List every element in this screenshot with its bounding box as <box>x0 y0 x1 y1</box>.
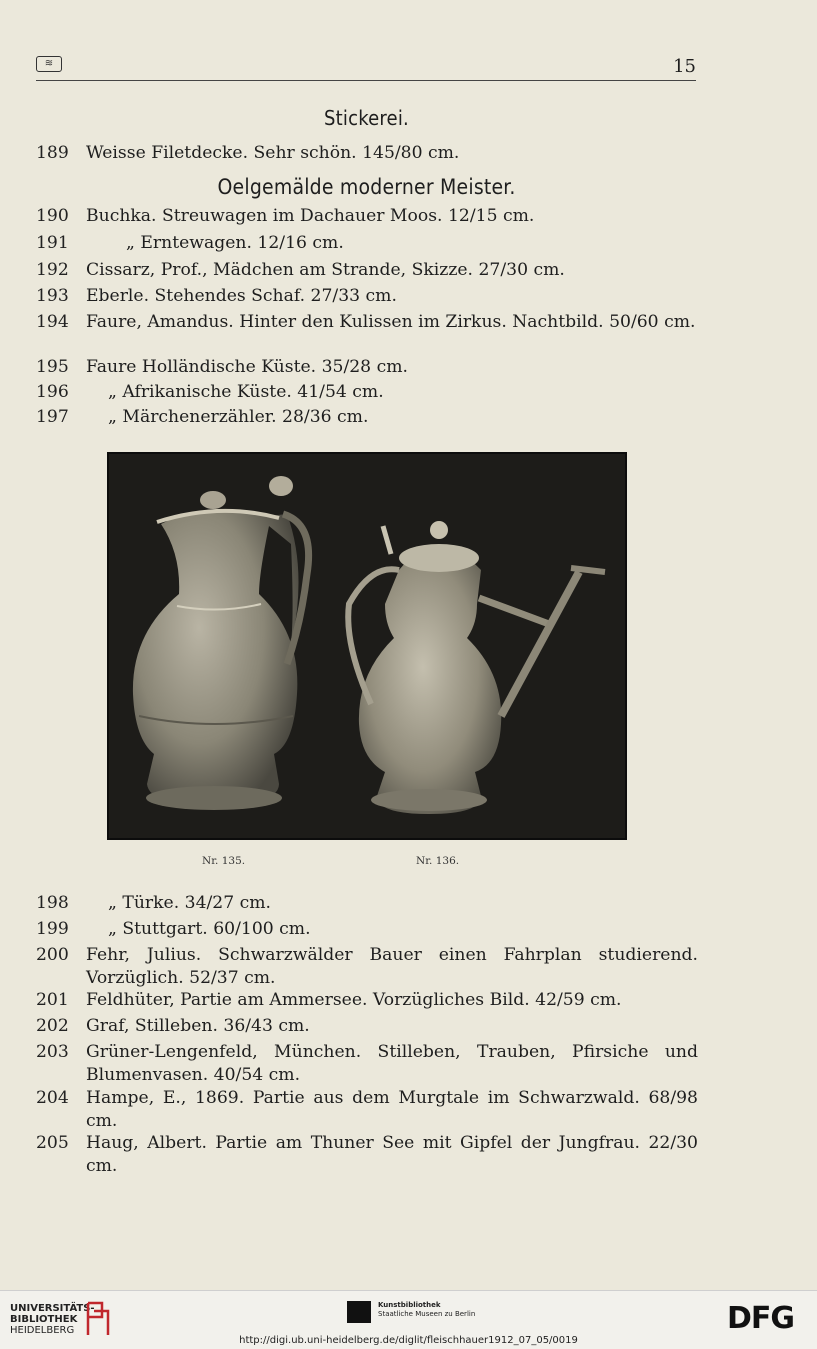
entry-number: 201 <box>36 990 69 1010</box>
entry-number: 189 <box>36 143 69 163</box>
entry-number: 192 <box>36 260 69 280</box>
entry-text: Graf, Stilleben. 36/43 cm. <box>86 1016 310 1036</box>
entry-number: 199 <box>36 919 69 939</box>
pewter-jugs-photo <box>107 452 627 840</box>
entry-number: 197 <box>36 407 69 427</box>
entry-text: „ Märchenerzähler. 28/36 cm. <box>108 407 369 427</box>
entry-number: 198 <box>36 893 69 913</box>
entry-number: 202 <box>36 1016 69 1036</box>
entry-number: 195 <box>36 357 69 377</box>
ub-heidelberg-logo-text <box>10 1303 95 1336</box>
figure-caption-135: Nr. 135. <box>202 855 246 867</box>
header-rule <box>36 80 696 81</box>
kb-line: Kunstbibliothek <box>378 1301 441 1309</box>
kunstbibliothek-logo-text <box>378 1301 475 1319</box>
pewter-jugs-illustration <box>109 454 625 838</box>
entry-text: „ Türke. 34/27 cm. <box>108 893 272 913</box>
entry-text: Hampe, E., 1869. Partie aus dem Murgtale im Schwarzwald. 68/98 cm. <box>86 1088 698 1131</box>
entry-number: 205 <box>36 1133 69 1153</box>
entry-text: Faure Holländische Küste. 35/28 cm. <box>86 357 408 377</box>
entry-text: Weisse Filetdecke. Sehr schön. 145/80 cm. <box>86 143 460 163</box>
figure-caption-136: Nr. 136. <box>416 855 460 867</box>
entry-text: „ Afrikanische Küste. 41/54 cm. <box>108 382 384 402</box>
entry-text: Feldhüter, Partie am Ammersee. Vorzügliches Bild. 42/59 cm. <box>86 990 622 1010</box>
entry-text: „ Stuttgart. 60/100 cm. <box>108 919 311 939</box>
digitization-footer <box>0 1290 817 1349</box>
entry-number: 200 <box>36 945 69 965</box>
permalink-url[interactable]: http://digi.ub.uni-heidelberg.de/diglit/fleischhauer1912_07_05/0019 <box>239 1335 578 1346</box>
section-heading-stickerei: Stickerei. <box>324 106 409 130</box>
entry-text: Cissarz, Prof., Mädchen am Strande, Skizze. 27/30 cm. <box>86 260 565 280</box>
entry-number: 193 <box>36 286 69 306</box>
kunstbibliothek-logo-icon <box>347 1301 371 1323</box>
entry-number: 191 <box>36 233 69 253</box>
entry-number: 204 <box>36 1088 69 1108</box>
ub-heidelberg-logo-icon <box>84 1299 112 1339</box>
entry-text: Fehr, Julius. Schwarzwälder Bauer einen Fahrplan studierend. Vorzüglich. 52/37 cm. <box>86 945 698 988</box>
ub-line: HEIDELBERG <box>10 1325 75 1336</box>
ub-line: BIBLIOTHEK <box>10 1314 78 1325</box>
kb-line: Staatliche Museen zu Berlin <box>378 1310 476 1318</box>
entry-number: 194 <box>36 312 69 332</box>
book-seal-icon: ≋ <box>36 56 62 72</box>
entry-number: 196 <box>36 382 69 402</box>
section-heading-oelgemaelde: Oelgemälde moderner Meister. <box>217 175 516 199</box>
entry-text: Haug, Albert. Partie am Thuner See mit Gipfel der Jungfrau. 22/30 cm. <box>86 1133 698 1176</box>
entry-text: Buchka. Streuwagen im Dachauer Moos. 12/15 cm. <box>86 206 535 226</box>
entry-text: „ Erntewagen. 12/16 cm. <box>126 233 344 253</box>
ub-line: UNIVERSITÄTS- <box>10 1303 95 1314</box>
page-number: 15 <box>673 56 696 77</box>
entry-text: Eberle. Stehendes Schaf. 27/33 cm. <box>86 286 397 306</box>
entry-number: 203 <box>36 1042 69 1062</box>
dfg-logo: DFG <box>727 1301 795 1336</box>
entry-text: Faure, Amandus. Hinter den Kulissen im Zirkus. Nachtbild. 50/60 cm. <box>86 312 696 332</box>
entry-number: 190 <box>36 206 69 226</box>
entry-text: Grüner-Lengenfeld, München. Stilleben, Trauben, Pfirsiche und Blumenvasen. 40/54 cm. <box>86 1042 698 1085</box>
